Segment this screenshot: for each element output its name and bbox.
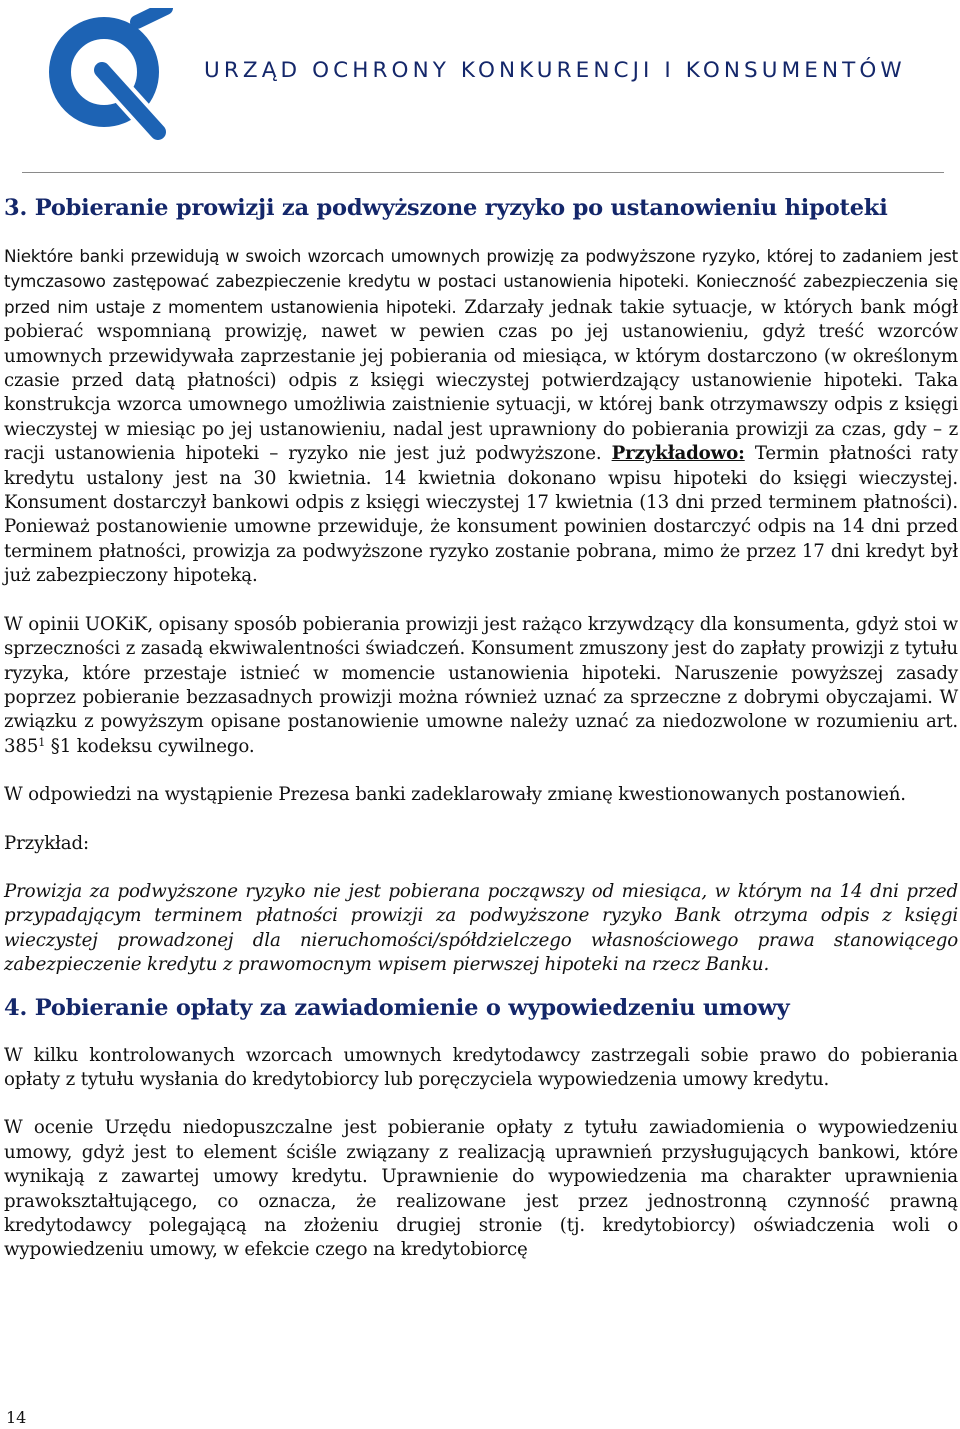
section-3-paragraph-3: W odpowiedzi na wystąpienie Prezesa banki zadeklarowały zmianę kwestionowanych postanowień.: [4, 784, 906, 806]
example-heading: Przykład:: [4, 832, 89, 854]
section-3-paragraph-1-sans: Niektóre banki przewidują w swoich wzorcach umownych prowizję za podwyższone ryzyko, której to zadaniem jest tymczasowo zastępować zabezpieczenie kredytu w postaci ustanowienia hipoteki. Konieczność zabezpieczenia się przed nim ustaje z momentem ustanowienia hipoteki.: [4, 246, 958, 317]
organization-name: URZĄD OCHRONY KONKURENCJI I KONSUMENTÓW: [204, 58, 906, 83]
section-3-paragraph-1-example: Termin płatności raty kredytu ustalony jest na 30 kwietnia. 14 kwietnia dokonano wpisu hipoteki do księgi wieczystej. Konsument dostarczył bankowi odpis z księgi wieczystej 17 kwietnia (13 dni przed terminem płatności). Ponieważ postanowienie umowne przewiduje, że konsument powinien dostarczyć odpis na 14 dni przed terminem płatności, prowizja za podwyższone ryzyko zostanie pobrana, mimo że przez 17 dni kredyt był już zabezpieczony hipoteką.: [4, 443, 958, 587]
section-3-paragraph-2: [4, 613, 958, 759]
section-3-paragraph-1-main: Zdarzały jednak takie sytuacje, w których bank mógł pobierać wspomnianą prowizję, nawet w pewien czas po jej ustanowieniu, gdyż treść wzorców umownych przewidywała zaprzestanie jej pobierania od miesiąca, w którym dostarczono (w określonym czasie przed datą płatności) odpis z księgi wieczystej potwierdzający ustanowienie hipoteki. Taka konstrukcja wzorca umownego umożliwia zaistnienie sytuacji, w której bank otrzymawszy odpis z księgi wieczystej w miesiąc po jej ustanowieniu, nadal jest uprawniony do pobierania prowizji za czas, gdy – z racji ustanowienia hipoteki – ryzyko nie jest już podwyższone.: [4, 296, 958, 465]
example-inline-label: Przykładowo:: [611, 443, 745, 465]
example-text: Prowizja za podwyższone ryzyko nie jest pobierana począwszy od miesiąca, w którym na 14 dni przed przypadającym terminem płatności prowizji za podwyższone ryzyko Bank otrzyma odpis z księgi wieczystej prowadzonej dla nieruchomości/spółdzielczego własnościowego prawa stanowiącego zabezpieczenie kredytu z prawomocnym wpisem pierwszej hipoteki na rzecz Banku.: [4, 880, 958, 976]
section-3-paragraph-2-text: W opinii UOKiK, opisany sposób pobierania prowizji jest rażąco krzywdzący dla konsumenta, gdyż stoi w sprzeczności z zasadą ekwiwalentności świadczeń. Konsument zmuszony jest do zapłaty prowizji z tytułu ryzyka, które przestaje istnieć w momencie ustanowienia hipoteki. Naruszenie powyższej zasady poprzez pobieranie bezzasadnych prowizji można również uznać za sprzeczne z dobrymi obyczajami. W związku z powyższym opisane postanowienie umowne należy uznać za niedozwolone w rozumieniu art. 385: [4, 613, 958, 757]
page-number: 14: [6, 1408, 27, 1427]
section-3-paragraph-1: [4, 244, 958, 589]
uokik-logo-icon: [42, 8, 174, 140]
header-divider: [22, 172, 944, 173]
section-3-heading: 3. Pobieranie prowizji za podwyższone ryzyko po ustanowieniu hipoteki: [4, 195, 888, 221]
section-4-paragraph-1: W kilku kontrolowanych wzorcach umownych kredytodawcy zastrzegali sobie prawo do pobierania opłaty z tytułu wysłania do kredytobiorcy lub poręczyciela wypowiedzenia umowy kredytu.: [4, 1044, 958, 1090]
section-3-paragraph-2-end: §1 kodeksu cywilnego.: [45, 735, 255, 757]
section-4-paragraph-2: W ocenie Urzędu niedopuszczalne jest pobieranie opłaty z tytułu zawiadomienia o wypowiedzeniu umowy, gdyż jest to element ściśle związany z realizacją uprawnień przysługujących bankowi, które wynikają z zawartej umowy kredytu. Uprawnienie do wypowiedzenia ma charakter uprawnienia prawokształtującego, co oznacza, że realizowane jest przez jednostronną czynność prawną kredytodawcy polegającą na złożeniu drugiej stronie (tj. kredytobiorcy) oświadczenia woli o wypowiedzeniu umowy, w efekcie czego na kredytobiorcę: [4, 1117, 958, 1261]
article-superscript: 1: [38, 735, 46, 749]
section-4-heading: 4. Pobieranie opłaty za zawiadomienie o wypowiedzeniu umowy: [4, 994, 790, 1021]
document-body: [4, 190, 958, 1263]
